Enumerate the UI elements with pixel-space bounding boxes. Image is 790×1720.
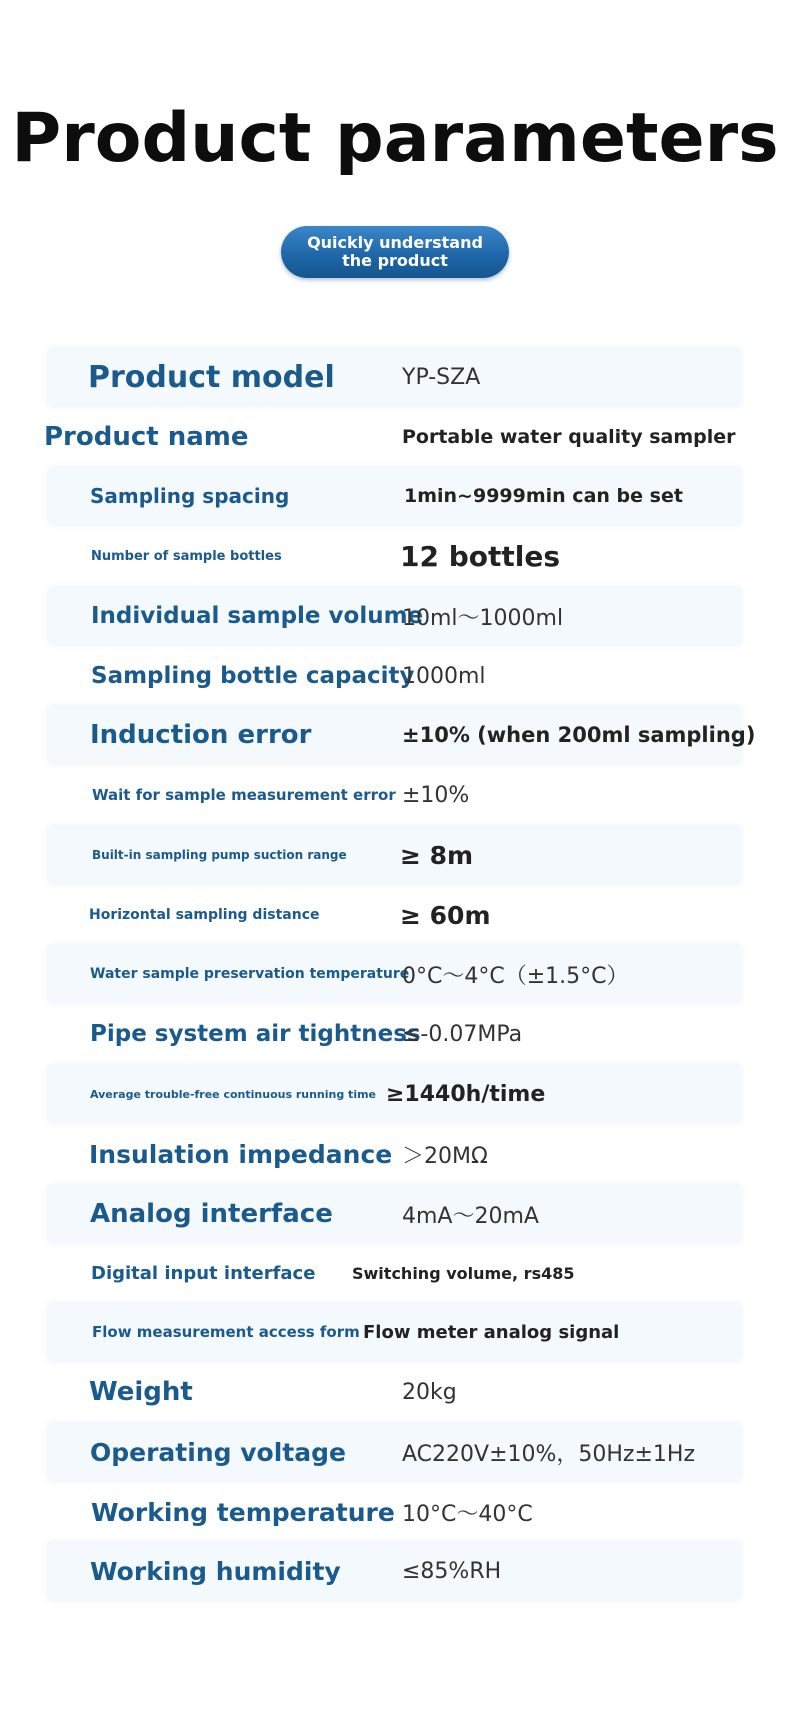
param-value: 4mA～20mA bbox=[402, 1203, 539, 1229]
param-value: Portable water quality sampler bbox=[402, 426, 736, 448]
param-row-pump-suction-range bbox=[48, 826, 741, 884]
param-value: ≤85%RH bbox=[402, 1558, 502, 1584]
param-row-insulation-impedance bbox=[48, 1125, 741, 1183]
param-row-induction-error bbox=[48, 706, 756, 764]
param-label: Sampling bottle capacity bbox=[91, 663, 415, 689]
param-label: Flow measurement access form bbox=[92, 1323, 360, 1341]
param-value: 0°C～4°C（±1.5°C） bbox=[402, 963, 629, 989]
param-row-working-humidity bbox=[48, 1542, 741, 1600]
param-label: Built-in sampling pump suction range bbox=[92, 848, 347, 862]
param-row-flow-access-form bbox=[48, 1303, 741, 1361]
param-row-product-model bbox=[48, 348, 741, 406]
param-row-working-temperature bbox=[48, 1483, 741, 1541]
param-label: Number of sample bottles bbox=[91, 548, 282, 564]
param-label: Water sample preservation temperature bbox=[90, 966, 410, 982]
param-label: Sampling spacing bbox=[90, 484, 290, 508]
param-value: 10ml～1000ml bbox=[402, 605, 564, 631]
param-label: Analog interface bbox=[90, 1199, 333, 1229]
param-row-bottle-capacity bbox=[48, 647, 741, 705]
param-value: ≤-0.07MPa bbox=[402, 1021, 523, 1047]
param-label: Operating voltage bbox=[90, 1437, 346, 1467]
param-value: 20kg bbox=[402, 1379, 457, 1405]
param-row-analog-interface bbox=[48, 1185, 741, 1243]
param-label: Induction error bbox=[90, 720, 312, 750]
param-value: AC220V±10%，50Hz±1Hz bbox=[402, 1441, 696, 1467]
param-value: YP-SZA bbox=[402, 364, 481, 390]
param-row-sampling-spacing bbox=[48, 467, 741, 525]
param-row-weight bbox=[48, 1363, 741, 1421]
param-row-running-time bbox=[48, 1065, 741, 1123]
param-label: Pipe system air tightness bbox=[90, 1021, 421, 1047]
quick-understand-button[interactable]: Quickly understand the product bbox=[281, 226, 509, 278]
param-row-digital-input bbox=[48, 1244, 741, 1302]
param-row-preservation-temperature bbox=[48, 945, 741, 1003]
param-value: 1000ml bbox=[402, 663, 486, 689]
param-value: 10°C～40°C bbox=[402, 1501, 533, 1527]
param-row-product-name bbox=[44, 408, 741, 466]
param-label: Weight bbox=[89, 1377, 193, 1407]
param-value: ≥ 8m bbox=[400, 840, 474, 870]
param-label: Working temperature bbox=[91, 1497, 395, 1527]
param-value: ±10% (when 200ml sampling) bbox=[402, 723, 756, 747]
param-row-operating-voltage bbox=[48, 1423, 741, 1481]
param-label: Individual sample volume bbox=[91, 603, 424, 629]
param-label: Horizontal sampling distance bbox=[89, 907, 320, 923]
param-label: Working humidity bbox=[90, 1556, 341, 1586]
param-value: 12 bottles bbox=[400, 539, 561, 573]
param-label: Wait for sample measurement error bbox=[92, 786, 396, 804]
param-value: ±10% bbox=[402, 782, 470, 808]
param-value: Flow meter analog signal bbox=[363, 1321, 620, 1343]
page-title: Product parameters bbox=[11, 99, 779, 178]
param-row-wait-measurement-error bbox=[48, 766, 741, 824]
param-value: ≥1440h/time bbox=[386, 1081, 546, 1107]
param-value: Switching volume, rs485 bbox=[352, 1263, 575, 1283]
param-value: ＞20MΩ bbox=[402, 1143, 488, 1169]
param-value: 1min~9999min can be set bbox=[404, 485, 683, 507]
param-row-horizontal-distance bbox=[48, 886, 741, 944]
param-label: Average trouble-free continuous running time bbox=[90, 1087, 377, 1101]
param-row-individual-sample-volume bbox=[48, 587, 741, 645]
param-label: Product name bbox=[44, 422, 249, 452]
param-value: ≥ 60m bbox=[400, 900, 491, 930]
param-label: Digital input interface bbox=[91, 1262, 316, 1284]
param-label: Product model bbox=[88, 359, 335, 395]
param-label: Insulation impedance bbox=[89, 1139, 393, 1169]
param-row-number-of-bottles bbox=[48, 527, 741, 585]
param-row-air-tightness bbox=[48, 1005, 741, 1063]
